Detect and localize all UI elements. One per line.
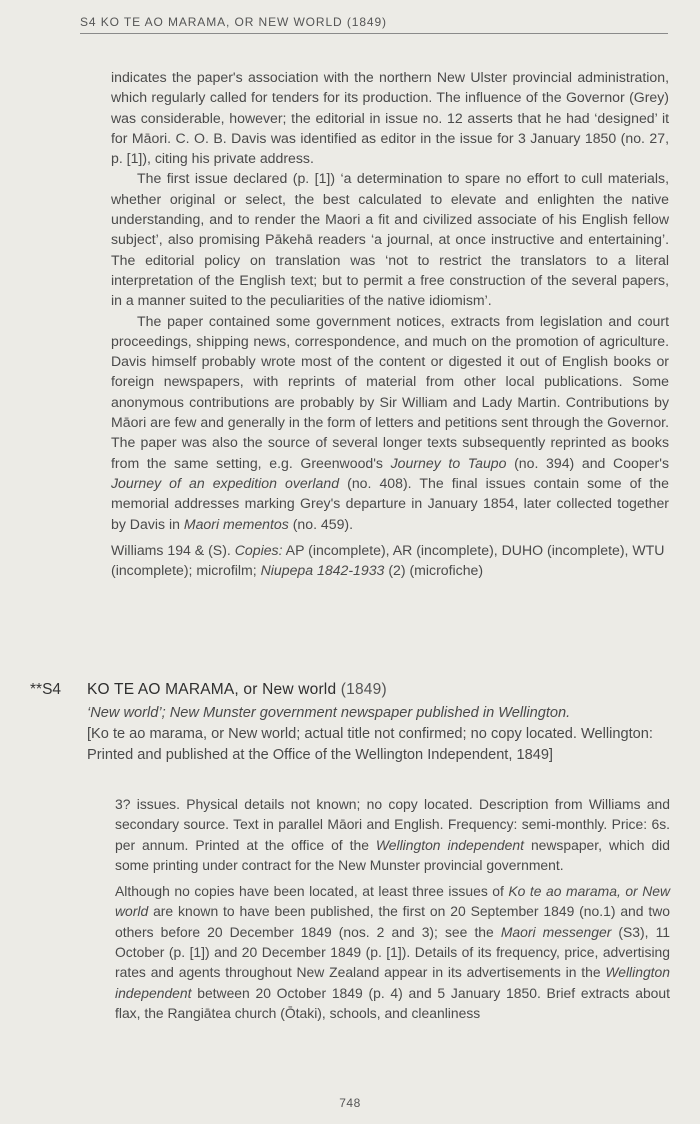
paragraph: The paper contained some government notices, extracts from legislation and court proceedings, shipping news, correspondence, and much on the promotion of agriculture. Davis himself probably wrote most of the content or digested it out of English books or foreign newspapers, with reprints of material from other local publications. Some anonymous contributions are probably by Sir William and Lady Martin. Contributions by Māori are few and generally in the form of letters and petitions sent through the Governor. The paper was also the source of several longer texts subsequently reprinted as books from the same setting, e.g. Greenwood's Journey to Taupo (no. 394) and Cooper's Journey of an expedition overland (no. 408). The final issues contain some of the memorial addresses marking Grey's departure in January 1854, later collected together by Davis in Maori mementos (no. 459). (111, 312, 669, 532)
entry-subtitle: ‘New world’; New Munster government newspaper published in Wellington. (87, 705, 571, 721)
entry-imprint: [Ko te ao marama, or New world; actual title not confirmed; no copy located. Wellington: Printed and published at the Office of the Wellington Independent, 1849] (87, 726, 653, 763)
entry-body (115, 794, 670, 1023)
page-number: 748 (339, 1096, 361, 1110)
entry-history: Although no copies have been located, at least three issues of Ko te ao marama, or New world are known to have been published, the first on 20 September 1849 (no.1) and two others before 20 December 1849 (nos. 2 and 3); see the Maori messenger (S3), 11 October (p. [1]) and 20 December 1849 (p. [1]). Details of its frequency, price, advertising rates and agents throughout New Zealand appear in its advertisements in the Wellington independent between 20 October 1849 (p. 4) and 5 January 1850. Brief extracts about flax, the Rangiātea church (Ōtaki), schools, and cleanliness (115, 883, 670, 1021)
entry-title: KO TE AO MARAMA, or New world (1849) (87, 681, 387, 698)
entry-number: **S4 (30, 681, 62, 698)
references-paragraph: Williams 194 & (S). Copies: AP (incomplete), AR (incomplete), DUHO (incomplete), WTU (incomplete); microfilm; Niupepa 1842-1933 (2) (microfiche) (111, 541, 665, 579)
previous-entry-continuation (111, 67, 669, 580)
header-rule (80, 33, 668, 34)
entry-subtitle-block (87, 703, 670, 766)
running-head: S4 KO TE AO MARAMA, OR NEW WORLD (1849) (80, 15, 387, 29)
paragraph: indicates the paper's association with the northern New Ulster provincial administration, which regularly called for tenders for its production. The influence of the Governor (Grey) was considerable, however; the editorial in issue no. 12 asserts that he had ‘designed’ it for Māori. C. O. B. Davis was identified as editor in the issue for 3 January 1850 (no. 27, p. [1]), citing his private address. (111, 69, 669, 167)
entry-description: 3? issues. Physical details not known; no copy located. Description from Williams and secondary source. Text in parallel Māori and English. Frequency: semi-monthly. Price: 6s. per annum. Printed at the office of the Wellington independent newspaper, which did some printing under contract for the New Munster provincial government. (115, 796, 670, 873)
paragraph: The first issue declared (p. [1]) ‘a determination to spare no effort to cull materials, whether original or select, the best calculated to elevate and enlighten the native understanding, and to render the Maori a fit and civilized associate of his English fellow subject’, also promising Pākehā readers ‘a journal, at once instructive and entertaining’. The editorial policy on translation was ‘not to restrict the translators to a literal interpretation of the English text; but to permit a free construction of the several papers, in a manner suited to the peculiarities of the native idiomism’. (111, 170, 669, 309)
